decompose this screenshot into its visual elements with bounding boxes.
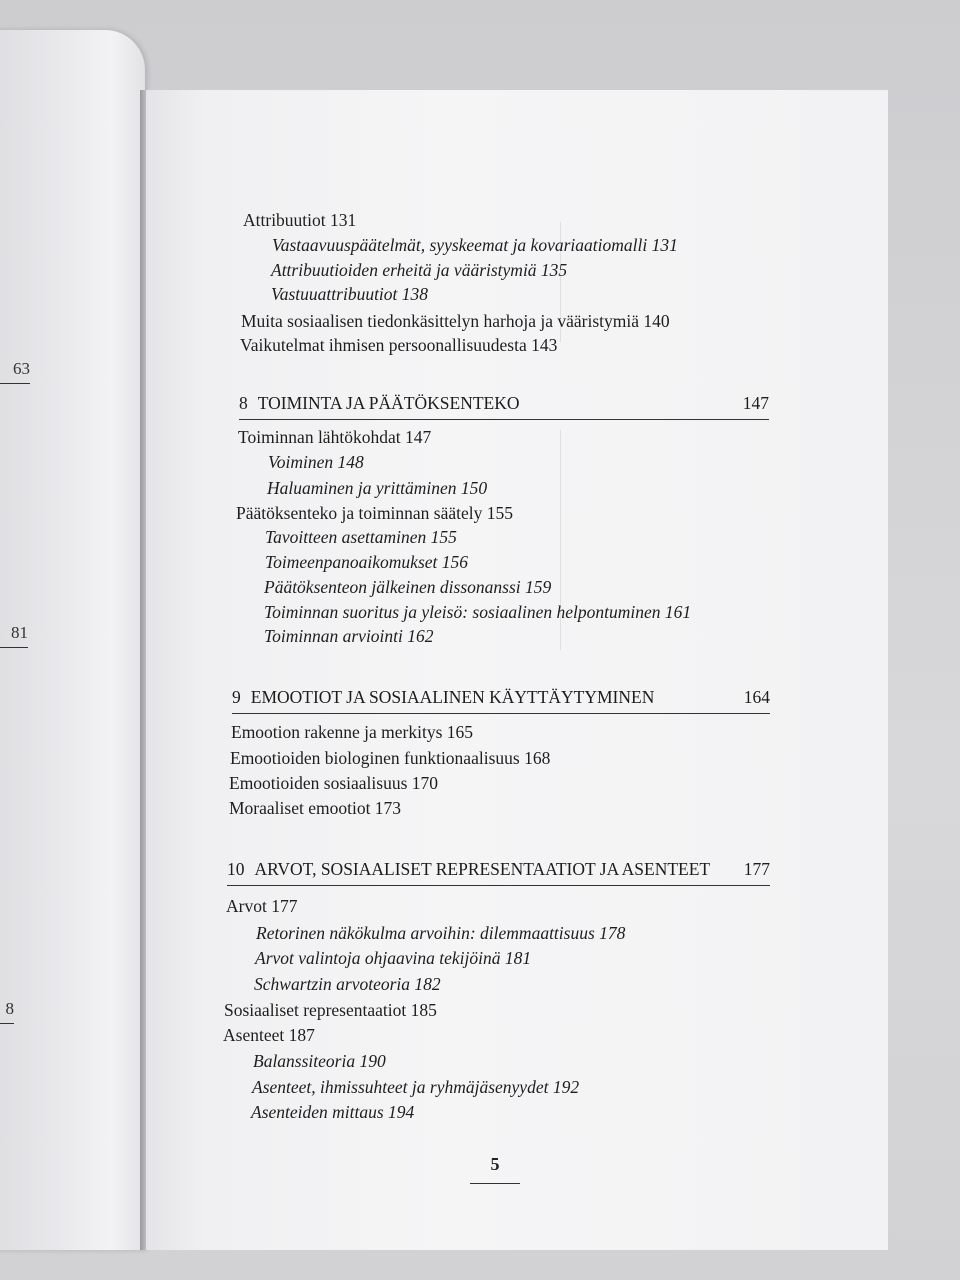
toc-subentry: Balanssiteoria 190 [253, 1051, 386, 1071]
toc-entry: Emootioiden biologinen funktionaalisuus 168 [230, 748, 551, 768]
left-page-number: 63 [0, 360, 30, 384]
chapter-page: 177 [743, 859, 770, 879]
chapter-number: 9 [232, 687, 241, 707]
toc-entry: Päätöksenteko ja toiminnan säätely 155 [236, 503, 514, 523]
toc-entry: Attribuutiot 131 [243, 210, 357, 230]
toc-subentry: Toimeenpanoaikomukset 156 [265, 552, 469, 572]
toc-entry: Arvot 177 [226, 896, 298, 916]
page-number: 5 [470, 1154, 520, 1184]
toc-subentry: Arvot valintoja ohjaavina tekijöinä 181 [255, 948, 532, 968]
chapter-heading-8 [239, 395, 769, 420]
toc-entry: Moraaliset emootiot 173 [229, 798, 402, 818]
toc-subentry: Toiminnan arviointi 162 [264, 626, 434, 646]
chapter-number: 10 [227, 859, 245, 879]
toc-subentry: Vastaavuuspäätelmät, syyskeemat ja kovariaatiomalli 131 [272, 235, 678, 255]
chapter-title: EMOOTIOT JA SOSIAALINEN KÄYTTÄYTYMINEN [250, 687, 655, 707]
chapter-heading-9 [232, 689, 770, 714]
toc-subentry: Schwartzin arvoteoria 182 [254, 974, 441, 994]
toc-entry: Toiminnan lähtökohdat 147 [238, 427, 432, 447]
toc-subentry: Vastuuattribuutiot 138 [271, 284, 429, 304]
toc-subentry: Asenteet, ihmissuhteet ja ryhmäjäsenyydet 192 [252, 1077, 580, 1097]
left-page-number: 8 [0, 1000, 14, 1024]
toc-entry: Vaikutelmat ihmisen persoonallisuudesta 143 [240, 335, 558, 355]
toc-subentry: Asenteiden mittaus 194 [251, 1102, 415, 1122]
toc-subentry: Toiminnan suoritus ja yleisö: sosiaalinen helpontuminen 161 [264, 602, 692, 622]
chapter-page: 147 [742, 393, 769, 413]
toc-entry: Asenteet 187 [223, 1025, 315, 1045]
toc-entry: Emootioiden sosiaalisuus 170 [229, 773, 439, 793]
chapter-page: 164 [743, 687, 770, 707]
toc-subentry: Attribuutioiden erheitä ja vääristymiä 135 [271, 260, 568, 280]
toc-subentry: Retorinen näkökulma arvoihin: dilemmaattisuus 178 [256, 923, 626, 943]
toc-subentry: Voiminen 148 [268, 452, 364, 472]
toc-entry: Sosiaaliset representaatiot 185 [224, 1000, 437, 1020]
chapter-heading-10 [227, 861, 770, 886]
toc-entry: Emootion rakenne ja merkitys 165 [231, 722, 474, 742]
toc-entry: Muita sosiaalisen tiedonkäsittelyn harhoja ja vääristymiä 140 [241, 311, 670, 331]
toc-subentry: Tavoitteen asettaminen 155 [265, 527, 457, 547]
chapter-number: 8 [239, 393, 248, 413]
chapter-title: TOIMINTA JA PÄÄTÖKSENTEKO [257, 393, 520, 413]
left-page-number: 81 [0, 624, 28, 648]
toc-subentry: Haluaminen ja yrittäminen 150 [267, 478, 488, 498]
toc-subentry: Päätöksenteon jälkeinen dissonanssi 159 [264, 577, 552, 597]
chapter-title: ARVOT, SOSIAALISET REPRESENTAATIOT JA ASENTEET [254, 859, 711, 879]
